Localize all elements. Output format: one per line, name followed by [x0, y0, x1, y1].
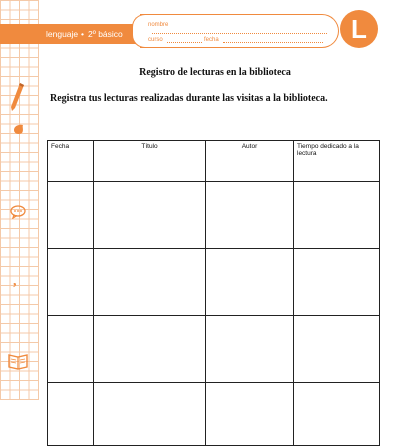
course-field-line [167, 42, 202, 43]
subject-label: lenguaje [46, 29, 79, 39]
table-cell-author[interactable] [206, 182, 294, 249]
table-cell-date[interactable] [48, 383, 94, 446]
table-cell-title[interactable] [94, 316, 206, 383]
table-row [48, 316, 380, 383]
table-header-row [48, 141, 380, 182]
grid-margin [0, 0, 38, 400]
table-cell-reading-time[interactable] [294, 383, 380, 446]
table-cell-author[interactable] [206, 316, 294, 383]
course-field[interactable] [148, 37, 202, 43]
pencil-icon [9, 82, 25, 117]
drop-icon [13, 122, 25, 140]
student-info-card [140, 14, 339, 48]
document-title [0, 67, 400, 78]
column-header-author: Autor [206, 141, 294, 182]
date-field-line [223, 42, 323, 43]
book-icon [7, 352, 29, 375]
grade-label: 2º básico [88, 29, 123, 39]
table-cell-author[interactable] [206, 383, 294, 446]
table-cell-reading-time[interactable] [294, 316, 380, 383]
table-cell-reading-time[interactable] [294, 249, 380, 316]
instruction-text: Registra tus lecturas realizadas durante las visitas a la biblioteca. [50, 93, 328, 104]
table-cell-author[interactable] [206, 249, 294, 316]
column-header-title: Título [94, 141, 206, 182]
table-cell-reading-time[interactable] [294, 182, 380, 249]
name-field-label: nombre [148, 22, 169, 28]
subject-logo: L [340, 10, 378, 48]
table-row [48, 182, 380, 249]
grid-margin-edge [38, 0, 39, 400]
speech-bubble-icon [10, 205, 26, 224]
course-field-label: curso [148, 37, 163, 43]
subject-bar [0, 24, 140, 44]
table-cell-title[interactable] [94, 383, 206, 446]
document-title-text: Registro de lecturas en la biblioteca [139, 67, 291, 78]
table-cell-date[interactable] [48, 249, 94, 316]
table-cell-date[interactable] [48, 182, 94, 249]
table-row [48, 383, 380, 446]
date-field[interactable] [204, 37, 323, 43]
comma-icon: , [13, 274, 17, 289]
name-field-line [152, 33, 327, 34]
table-row [48, 249, 380, 316]
table-cell-title[interactable] [94, 249, 206, 316]
table-cell-title[interactable] [94, 182, 206, 249]
table-cell-date[interactable] [48, 316, 94, 383]
date-field-label: fecha [204, 37, 219, 43]
column-header-date: Fecha [48, 141, 94, 182]
reading-log-table [47, 140, 380, 446]
subject-separator: • [81, 29, 84, 39]
name-field[interactable] [148, 22, 338, 34]
column-header-reading-time: Tiempo dedicado a la lectura [294, 141, 380, 182]
